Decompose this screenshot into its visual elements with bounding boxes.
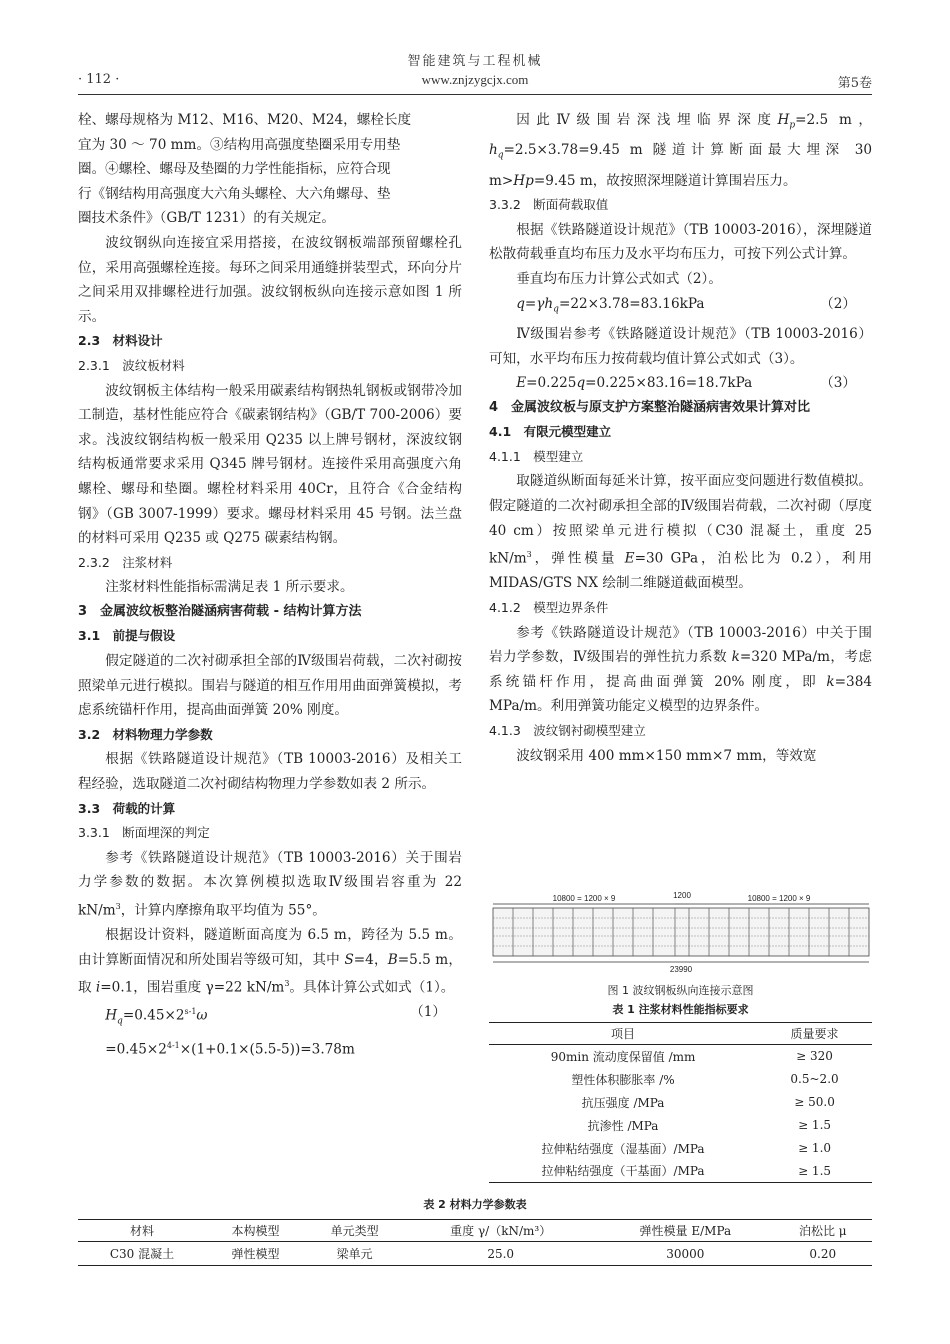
section-heading-3-1: 3.1 前提与假设 [78,628,176,644]
corrugated-plate-diagram [489,890,872,976]
table-row [489,1137,872,1160]
text-line: 栓、螺母规格为 M12、M16、M20、M24，螺栓长度 [78,112,412,128]
table-cell: 拉伸粘结强度（干基面）/MPa [489,1160,757,1183]
table-header-cell: 质量要求 [757,1023,872,1045]
text-line: 宜为 30 ～ 70 mm。③结构用高强度垫圈采用专用垫 [78,136,401,153]
text-line: 圈技术条件》（GB/T 1231）的有关规定。 [78,210,335,227]
table-1 [489,1022,872,1183]
section-heading-2-3-2: 2.3.2 注浆材料 [78,554,173,570]
paragraph-model-setup: 取隧道纵断面每延米计算，按平面应变问题进行数值模拟。假定隧道的二次衬砌承担全部的Ⅳ级围岩荷载，二次衬砌（厚度 40 cm）按照梁单元进行模拟（C30 混凝土，重度 25 $kN/m^3$，弹性模量 E=30 GPa，泊松比为 0.2），利用 MIDAS/GTS NX 绘制二维隧道截面模型。 [489,473,872,592]
table-cell: 抗渗性 /MPa [587,1118,659,1133]
paragraph-corrugated-steel: 波纹钢采用 400 mm×150 mm×7 mm，等效宽 [516,747,817,764]
section-heading-4-1-1: 4.1.1 模型建立 [489,448,584,464]
section-heading-2-3-1: 2.3.1 波纹板材料 [78,357,185,373]
table-header-cell: 弹性模量 E/MPa [597,1220,773,1242]
paragraph-load-values: 根据《铁路隧道设计规范》（TB 10003-2016），深埋隧道松散荷载垂直均布压力及水平均布压力，可按下列公式计算。 [489,221,872,263]
table-2-caption: 表 2 材料力学参数表 [423,1198,527,1211]
section-heading-4-1-2: 4.1.2 模型边界条件 [489,599,609,615]
table-cell: C30 混凝土 [78,1242,206,1266]
table-row [489,1068,872,1091]
table-cell: 抗压强度 /MPa [581,1095,665,1110]
section-heading-4-1: 4.1 有限元模型建立 [489,424,612,440]
journal-title: 智能建筑与工程机械 [407,54,543,69]
table-row [78,1242,872,1266]
table-cell: ≥ 1.5 [798,1118,832,1132]
table-2 [78,1219,872,1266]
volume-label: 第5卷 [837,76,872,91]
dimension-label-right: 10800 = 1200 × 9 [747,894,811,903]
table-cell: 弹性模型 [206,1242,305,1266]
table-row [489,1045,872,1068]
table-cell: ≥ 50.0 [794,1095,835,1109]
table-1-caption: 表 1 注浆材料性能指标要求 [612,1003,749,1016]
paragraph-vertical-pressure: 垂直均布压力计算公式如式（2）。 [516,271,722,287]
figure-1-caption: 图 1 波纹钢板纵向连接示意图 [607,984,754,997]
paragraph-rock-params: 参考《铁路隧道设计规范》（TB 10003-2016）关于围岩力学参数的数据。本次算例模拟选取Ⅳ级围岩容重为 22 $kN/m^3$，计算内摩擦角取平均值为 55°。 [78,849,462,919]
paragraph-boundary: 参考《铁路隧道设计规范》（TB 10003-2016）中关于围岩力学参数，Ⅳ级围岩的弹性抗力系数 k=320 MPa/m，考虑系统锚杆作用，提高曲面弹簧 20% 刚度，即 k=384 MPa/m。利用弹簧功能定义模型的边界条件。 [489,624,873,715]
dimension-label-mid: 1200 [673,891,691,900]
table-row [489,1114,872,1137]
table-cell: 拉伸粘结强度（湿基面）/MPa [541,1141,705,1156]
section-heading-3-3-1: 3.3.1 断面埋深的判定 [78,825,210,841]
table-cell: 0.5~2.0 [790,1072,839,1086]
text-line: 行《钢结构用高强度大六角头螺栓、大六角螺母、垫 [78,185,391,202]
table-cell: 25.0 [404,1242,597,1266]
journal-url[interactable]: www.znjzygcjx.com [421,72,529,87]
text-line: 圈。④螺栓、螺母及垫圈的力学性能指标，应符合现 [78,161,391,178]
table-cell: ≥ 320 [796,1049,833,1064]
paragraph-material-params: 根据《铁路隧道设计规范》（TB 10003-2016）及相关工程经验，选取隧道二次衬砌结构物理力学参数如表 2 所示。 [78,751,462,793]
table-cell: 梁单元 [305,1242,404,1266]
section-heading-4: 4 金属波纹板与原支护方案整治隧涵病害效果计算对比 [489,399,811,415]
table-row [489,1091,872,1114]
table-cell: 90min 流动度保留值 /mm [550,1049,696,1064]
table-header-cell: 本构模型 [206,1220,305,1242]
paragraph-plate-material: 波纹钢板主体结构一般采用碳素结构钢热轧钢板或钢带冷加工制造，基材性能应符合《碳素钢结构》（GB/T 700-2006）要求。浅波纹钢结构板一般采用 Q235 以上牌号钢材，深波纹钢结构板通常要求采用 Q345 牌号钢材。连接件采用高强度六角螺栓、螺母和垫圈。螺栓材料采用 40Cr，且符合《合金结构钢》（GB 3007-1999）要求。螺母材料采用 45 号钢。法兰盘的材料可采用 Q235 或 Q275 碳素结构钢。 [78,382,462,547]
table-cell: 30000 [597,1242,773,1266]
section-heading-3-2: 3.2 材料物理力学参数 [78,726,213,742]
table-cell: 塑性体积膨胀率 /% [571,1072,675,1087]
paragraph-horizontal-pressure: Ⅳ级围岩参考《铁路隧道设计规范》（TB 10003-2016）可知，水平均布压力按荷载均值计算公式如式（3）。 [489,325,872,367]
table-header-cell: 单元类型 [305,1220,404,1242]
right-column [489,108,872,768]
section-heading-2-3: 2.3 材料设计 [78,333,163,349]
figure-1 [489,890,872,1017]
paragraph-assumptions: 假定隧道的二次衬砌承担全部的Ⅳ级围岩荷载，二次衬砌按照梁单元进行模拟。围岩与隧道的相互作用用曲面弹簧模拟，考虑系统锚杆作用，提高曲面弹簧 20% 刚度。 [78,653,462,719]
section-heading-3: 3 金属波纹板整治隧涵病害荷载 - 结构计算方法 [78,603,362,619]
table-cell: ≥ 1.0 [798,1141,832,1155]
table-header-cell: 重度 γ/（kN/m³） [404,1220,597,1242]
section-heading-3-3-2: 3.3.2 断面荷载取值 [489,197,609,213]
plate-outline [493,908,869,956]
paragraph-critical-depth: 因此Ⅳ级围岩深浅埋临界深度$H_p=2.5$ m，$h_q=2.5\times 3.78=9.45$ m 隧道计算断面最大埋深 30 m>Hp=9.45 m，故按照深埋隧道计算围岩压力。 [489,112,872,189]
dimension-label-left: 10800 = 1200 × 9 [552,894,616,903]
table-header-cell: 泊松比 μ [774,1220,873,1242]
equation-3: E=0.225q=0.225×83.16=18.7kPa （3） [516,375,856,392]
section-heading-4-1-3: 4.1.3 波纹钢衬砌模型建立 [489,722,646,738]
equation-1: $H_q=0.45\times 2^{s-1}\omega$ （1） [105,1004,446,1027]
paragraph-grout: 注浆材料性能指标需满足表 1 所示要求。 [105,579,354,596]
paragraph-longitudinal-connection: 波纹钢纵向连接宜采用搭接，在波纹钢板端部预留螺栓孔位，采用高强螺栓连接。每环之间采用通缝拼装型式，环向分片之间采用双排螺栓进行加强。波纹钢板纵向连接示意如图 1 所示。 [78,234,462,325]
table-cell: ≥ 1.5 [757,1160,872,1183]
dimension-label-total: 23990 [669,965,693,974]
table-cell: 0.20 [774,1242,873,1266]
paragraph-design-data: 根据设计资料，隧道断面高度为 6.5 m，跨径为 5.5 m。由计算断面情况和所处围岩等级可知，其中 S=4，B=5.5 m，取 i=0.1，围岩重度 γ=22 $kN/m^3$。具体计算公式如式（1）。 [78,927,462,996]
equation-2: $q=\gamma h_q=22\times 3.78=83.16kPa$ （2） [516,295,856,315]
header-rule [78,94,872,95]
section-heading-3-3: 3.3 荷载的计算 [78,800,176,816]
table-header-cell: 项目 [489,1023,757,1045]
page-number: · 112 · [78,72,120,87]
table-row [489,1160,872,1183]
left-column [78,108,462,1062]
table-header-cell: 材料 [78,1220,206,1242]
equation-1-result: $=0.45\times 2^{4-1}\times(1+0.1\times(5.5-5))=3.78m$ [105,1041,355,1058]
